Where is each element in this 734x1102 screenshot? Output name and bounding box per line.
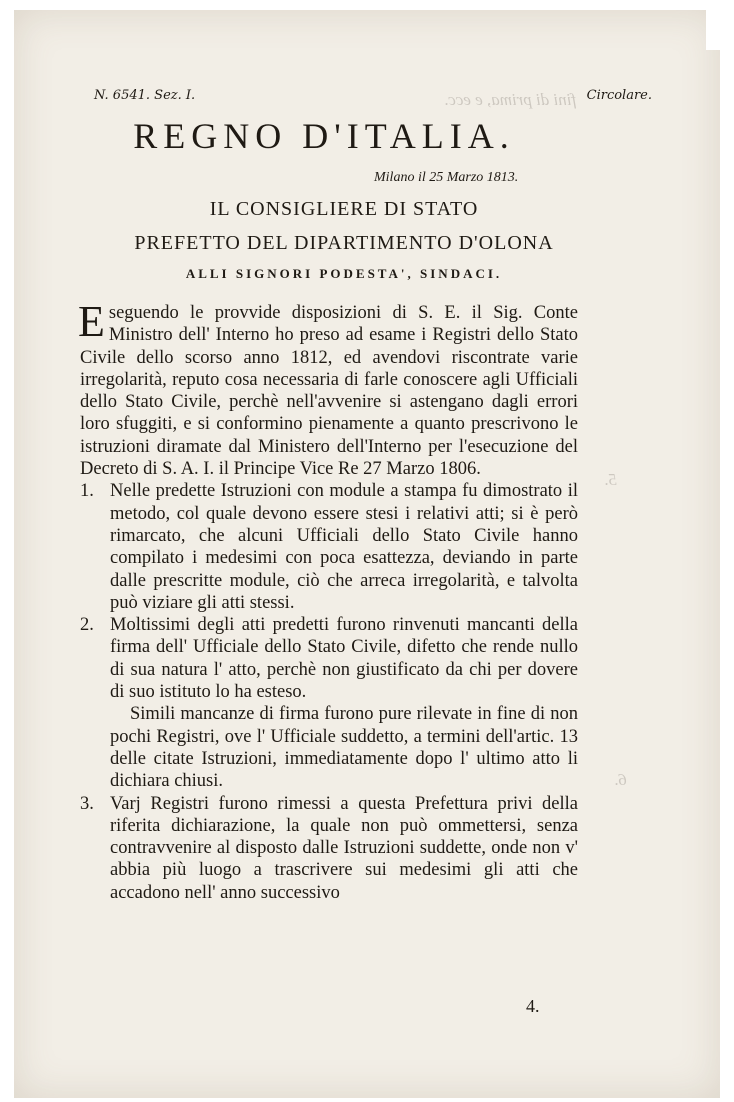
list-item	[80, 480, 578, 614]
list-item	[80, 614, 578, 703]
bleed-through-text: 5.	[604, 470, 617, 489]
intro-paragraph	[78, 297, 578, 480]
continuation-paragraph: Simili mancanze di firma furono pure rilevate in fine di non pochi Registri, ove l' Ufficiale suddetto, a termini dell'artic. 13 delle citate Istruzioni, immediatamente dopo l' ultimo atto li dichiara chiusi.	[110, 704, 578, 792]
item-number: 3.	[80, 793, 94, 814]
item-text: Varj Registri furono rimessi a questa Prefettura privi della riferita dichiarazione, la quale non può ommettersi, senza contravvenire al disposto dalle Istruzioni suddette, onde non v' abbia più luogo a trascrivere sui medesimi gli atti che accadono nell' anno successivo	[110, 793, 578, 903]
item-text: Nelle predette Istruzioni con module a stampa fu dimostrato il metodo, col quale devono essere stesi i relativi atti; si è però rimarcato, che alcuni Ufficiali dello Stato Civile hanno compilato i medesimi con poca esattezza, deviando in parte dalle prescritte module, ciò che arreca irregolarità, e talvolta può viziare gli atti stessi.	[110, 481, 578, 613]
drop-cap: E	[78, 297, 105, 346]
list-item	[80, 793, 578, 904]
item-number: 1.	[80, 481, 94, 502]
circular-label: Circolare.	[586, 88, 652, 103]
bleed-through-text: fini di prima, e ecc.	[444, 90, 577, 109]
page-corner	[706, 10, 720, 50]
circular-number: N. 6541. Sez. I.	[94, 88, 196, 103]
intro-text: seguendo le provvide disposizioni di S. E. il Sig. Conte Ministro dell' Interno ho preso ad esame i Registri dello Stato Civile dello scorso anno 1812, ed avendovi riscontrate varie irregolarità, reputo cosa necessaria di farle conoscere agli Ufficiali dello Stato Civile, perchè nell'avvenire si astengano dagli errori loro sfuggiti, e si conformino pienamente a quanto prescrivono le istruzioni diramate dal Ministero dell'Interno per l'esecuzione del Decreto di S. A. I. il Principe Vice Re 27 Marzo 1806.	[80, 303, 578, 480]
heading-consigliere: IL CONSIGLIERE DI STATO	[209, 198, 479, 220]
bleed-through-text: 6.	[614, 770, 627, 789]
item-text: Moltissimi degli atti predetti furono rinvenuti mancanti della firma dell' Ufficiale dello Stato Civile, difetto che rende nullo di sua natura l' atto, perchè non giustificato da chi per dovere di suo istituto lo ha esteso.	[110, 615, 578, 703]
addressee-line: ALLI SIGNORI PODESTA', SINDACI.	[185, 266, 503, 281]
page-title: REGNO D'ITALIA.	[133, 116, 515, 156]
item-number: 2.	[80, 615, 94, 636]
letter-body	[78, 297, 578, 904]
catchword: 4.	[526, 996, 540, 1016]
document-page	[14, 10, 720, 1098]
heading-prefetto: PREFETTO DEL DIPARTIMENTO D'OLONA	[134, 232, 554, 254]
dateline: Milano il 25 Marzo 1813.	[374, 170, 519, 185]
